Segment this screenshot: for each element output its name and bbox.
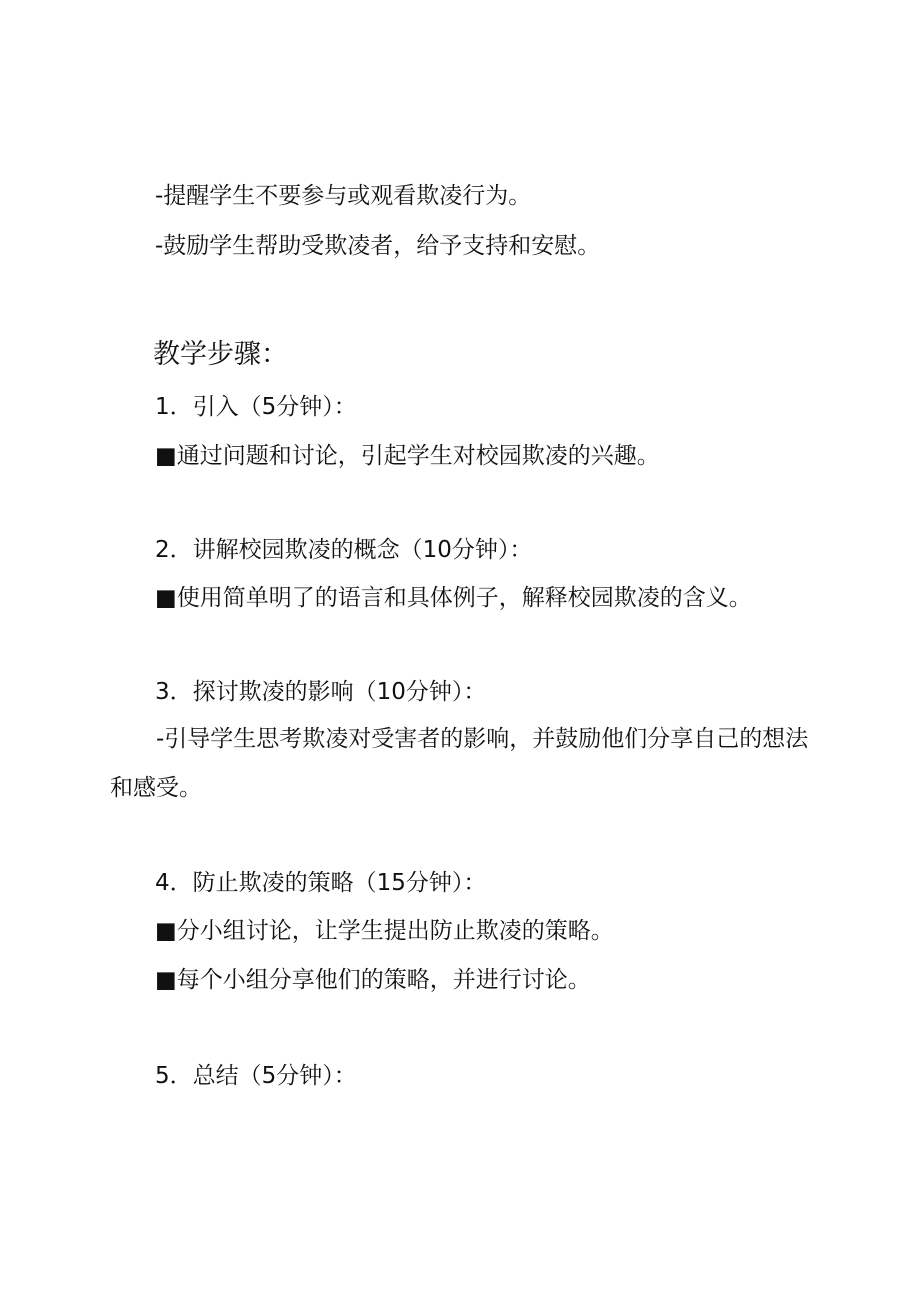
reminder-line: -提醒学生不要参与或观看欺凌行为。 xyxy=(155,183,532,209)
section-heading: 教学步骤： xyxy=(153,339,288,370)
step-3-item-1: -引导学生思考欺凌对受害者的影响，并鼓励他们分享自己的想法和感受。 xyxy=(110,726,809,801)
encourage-line: -鼓励学生帮助受欺凌者，给予支持和安慰。 xyxy=(155,233,601,259)
step-1-title: 1．引入（5分钟）： xyxy=(155,394,357,420)
step-4-item-1: ■分小组讨论，让学生提出防止欺凌的策略。 xyxy=(155,918,614,944)
step-3-title: 3．探讨欺凌的影响（10分钟）： xyxy=(155,679,487,705)
step-4-item-2: ■每个小组分享他们的策略，并进行讨论。 xyxy=(155,967,591,993)
step-2-title: 2．讲解校园欺凌的概念（10分钟）： xyxy=(155,537,533,563)
step-4-title: 4．防止欺凌的策略（15分钟）： xyxy=(155,870,487,896)
step-1-item-1: ■通过问题和讨论，引起学生对校园欺凌的兴趣。 xyxy=(155,443,660,469)
step-5-title: 5．总结（5分钟）： xyxy=(155,1063,357,1089)
step-2-item-1: ■使用简单明了的语言和具体例子，解释校园欺凌的含义。 xyxy=(155,585,752,611)
